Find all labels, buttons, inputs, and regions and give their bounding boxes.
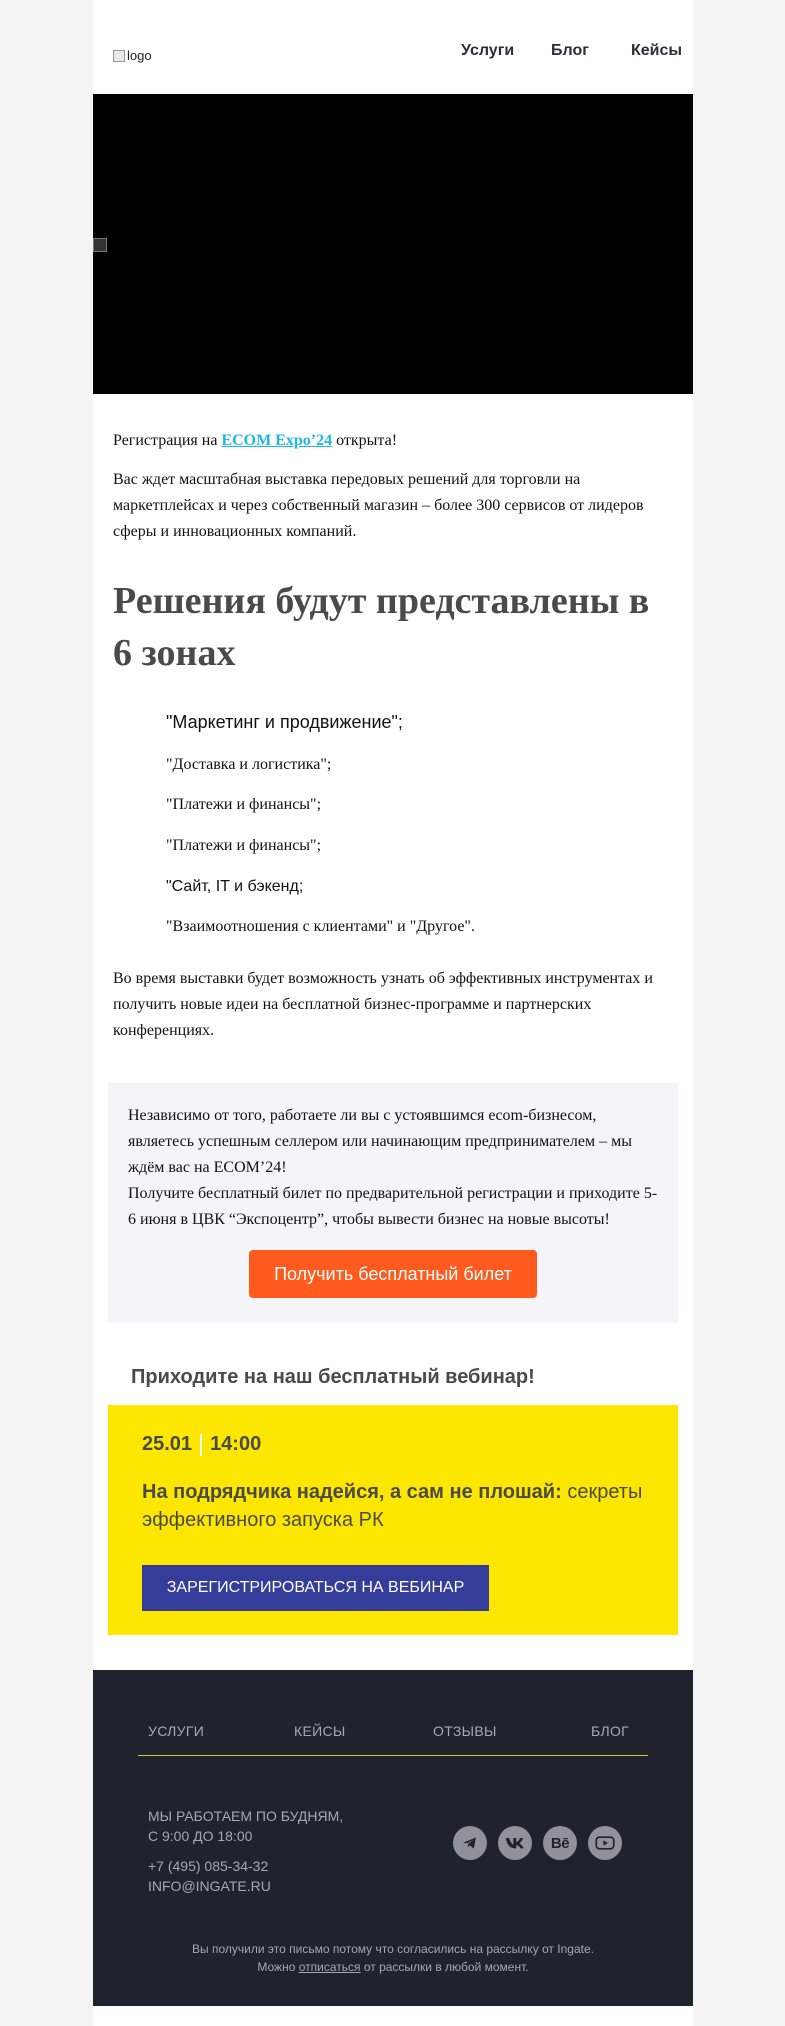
webinar-title-rest: секреты эффективного запуска РК (142, 1481, 643, 1531)
unsubscribe-link[interactable]: отписаться (298, 1960, 361, 1974)
nav-cases[interactable]: Кейсы (631, 42, 683, 59)
nav-services[interactable]: Услуги (461, 42, 515, 59)
hours-line-2: С 9:00 ДО 18:00 (148, 1828, 253, 1844)
behance-icon[interactable]: Bē (543, 1826, 577, 1860)
telegram-icon[interactable] (453, 1826, 487, 1860)
zone-item: "Маркетинг и продвижение"; (166, 712, 403, 732)
logo[interactable] (113, 48, 152, 63)
phone-link[interactable]: +7 (495) 085-34-32 (148, 1858, 269, 1874)
webinar-date: 25.01 (142, 1433, 193, 1455)
broken-image-icon (93, 238, 107, 252)
note-prefix: Можно (257, 1960, 299, 1974)
webinar-card (108, 1405, 678, 1635)
webinar-time: 14:00 (210, 1433, 262, 1455)
zones-heading: Решения будут представлены в 6 зонах (113, 580, 650, 674)
footer-note (93, 1940, 693, 1976)
footer-nav-services[interactable]: УСЛУГИ (148, 1723, 205, 1739)
expo-description: Вас ждет масштабная выставка передовых решений для торговли на маркетплейсах и через собственный магазин – более 300 сервисов от лидеров сферы и инновационных компаний. (113, 471, 644, 540)
footer (93, 1670, 693, 2006)
footer-nav-reviews[interactable]: ОТЗЫВЫ (433, 1723, 497, 1739)
registration-suffix: открыта! (332, 432, 398, 449)
hero-banner[interactable] (93, 94, 693, 394)
note-suffix: от рассылки в любой момент. (360, 1960, 529, 1974)
vk-icon[interactable] (498, 1826, 532, 1860)
registration-line (113, 428, 673, 454)
zone-item: "Платежи и финансы"; (166, 837, 322, 854)
nav-blog[interactable]: Блог (551, 42, 589, 59)
webinar-title (142, 1478, 662, 1534)
webinar-title-bold: На подрядчика надейся, а сам не плошай: (142, 1481, 562, 1503)
note-line-1: Вы получили это письмо потому что согласились на рассылку от Ingate. (192, 1942, 594, 1956)
registration-prefix: Регистрация на (113, 432, 222, 449)
broken-image-icon (113, 50, 125, 62)
datetime-separator (200, 1434, 202, 1456)
contacts (148, 1856, 271, 1896)
ecom-expo-link[interactable]: ECOM Expo’24 (221, 432, 333, 449)
invite-box (108, 1083, 678, 1323)
working-hours (148, 1806, 343, 1846)
zone-item: "Взаимоотношения с клиентами" и "Другое". (166, 918, 475, 935)
get-ticket-button[interactable]: Получить бесплатный билет (249, 1250, 537, 1298)
invite-text (128, 1103, 663, 1233)
zone-item: "Доставка и логистика"; (166, 756, 332, 773)
note-line-2 (93, 1958, 693, 1976)
register-webinar-button[interactable]: ЗАРЕГИСТРИРОВАТЬСЯ НА ВЕБИНАР (142, 1565, 489, 1611)
invite-line-1: Независимо от того, работаете ли вы с устоявшимся ecom-бизнесом, являетесь успешным селлером или начинающим предпринимателем – мы ждём вас на ECOM’24! (128, 1107, 632, 1176)
footer-divider (138, 1755, 648, 1756)
header (93, 0, 693, 94)
hours-line-1: МЫ РАБОТАЕМ ПО БУДНЯМ, (148, 1808, 344, 1824)
youtube-icon[interactable] (588, 1826, 622, 1860)
webinar-datetime (142, 1433, 261, 1456)
footer-nav-cases[interactable]: КЕЙСЫ (294, 1723, 346, 1739)
logo-alt-text: logo (127, 48, 152, 63)
program-text: Во время выставки будет возможность узнать об эффективных инструментах и получить новые идеи на бесплатной бизнес-программе и партнерских конференциях. (113, 970, 653, 1039)
webinar-heading: Приходите на наш бесплатный вебинар! (131, 1366, 535, 1388)
footer-nav-blog[interactable]: БЛОГ (591, 1723, 630, 1739)
email-container (93, 0, 693, 2026)
email-link[interactable]: INFO@INGATE.RU (148, 1878, 271, 1894)
zone-item: "Платежи и финансы"; (166, 796, 322, 813)
zone-item: "Сайт, IT и бэкенд; (166, 878, 304, 895)
invite-line-2: Получите бесплатный билет по предварительной регистрации и приходите 5-6 июня в ЦВК “Экспоцентр”, чтобы вывести бизнес на новые высоты! (128, 1185, 658, 1228)
